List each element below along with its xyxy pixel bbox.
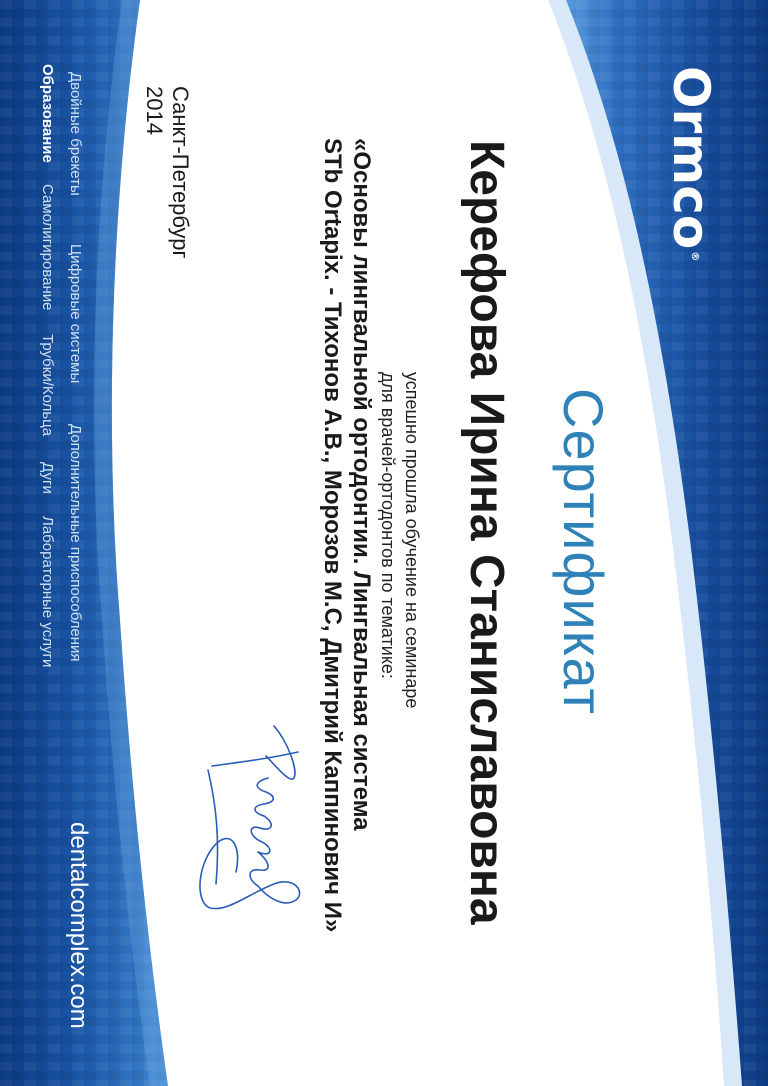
intro-line: для врачей-ортодонтов по тематике: xyxy=(378,372,398,679)
ormco-logo-text: Ormco xyxy=(662,66,720,250)
course-line: STb Ortapix. - Тихонов А.В., Морозов М.С, Дмитрий Каппинович И» xyxy=(319,138,346,933)
intro-line: успешно прошла обучение на семинаре xyxy=(402,372,422,709)
nav-self-ligation: Самолигирование xyxy=(39,184,56,311)
nav-arches: Дуги xyxy=(39,462,56,494)
city: Санкт-Петербург xyxy=(168,86,193,259)
year: 2014 xyxy=(142,86,167,135)
signature-drawing xyxy=(188,712,328,932)
certificate-title: Сертификат xyxy=(552,388,615,716)
ormco-logo xyxy=(662,66,720,261)
recipient-name: Керефова Ирина Станиславовна xyxy=(460,140,513,925)
nav-digital-systems: Цифровые системы xyxy=(67,244,84,384)
nav-dual-brackets: Двойные брекеты xyxy=(67,72,84,196)
nav-education: Образование xyxy=(39,64,56,163)
registered-mark: ® xyxy=(688,251,700,262)
intro-text xyxy=(376,372,424,708)
website-url: dentalcomplex.com xyxy=(65,822,92,1029)
nav-additional-devices: Дополнительные приспособления xyxy=(67,424,84,662)
nav-tubes-rings: Трубки/Кольца xyxy=(39,334,56,437)
place-and-date xyxy=(141,86,193,259)
course-line: «Основы лингвальной ортодонтии. Лингвальная система xyxy=(348,138,375,831)
nav-lab-services: Лабораторные услуги xyxy=(39,516,56,668)
